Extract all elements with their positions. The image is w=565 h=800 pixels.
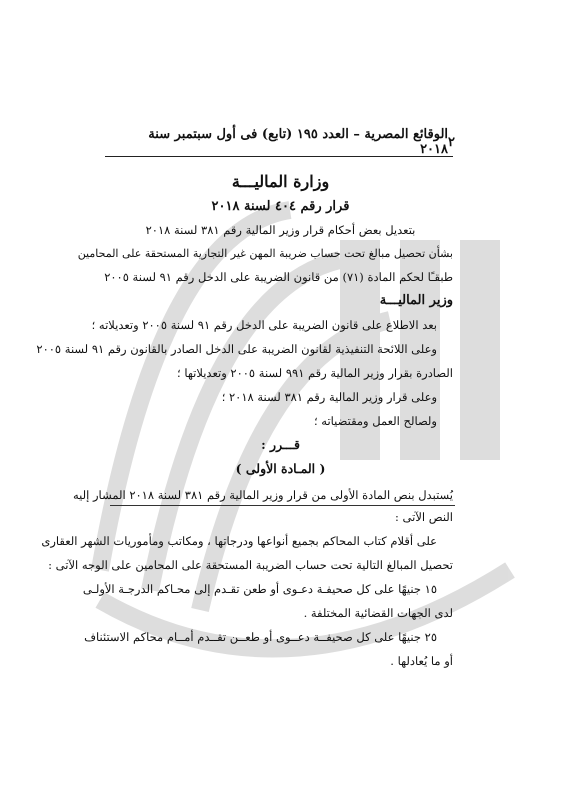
article-heading: ( المـادة الأولى ) <box>235 461 326 476</box>
subject-line: بشأن تحصيل مبالغ تحت حساب ضريبة المهن غير التجارية المستحقة على المحامين <box>77 247 453 260</box>
article-line: ١٥ جنيهًا على كل صحيفـة دعـوى أو طعن تقـدم إلى محـاكم الدرجـة الأولـى <box>82 582 437 596</box>
subject-line: بتعديل بعض أحكام قرار وزير المالية رقم ٣٨١ لسنة ٢٠١٨ <box>145 223 416 237</box>
article-line: تحصيل المبالغ التالية تحت حساب الضريبة المستحقة على المحامين على الوجه الآتى : <box>48 558 453 572</box>
article-line: يُستبدل بنص المادة الأولى من قرار وزير المالية رقم ٣٨١ لسنة ٢٠١٨ المشار إليه <box>73 488 453 502</box>
decision-title: قرار رقم ٤٠٤ لسنة ٢٠١٨ <box>211 199 350 214</box>
preamble-line: وعلى اللائحة التنفيذية لقانون الضريبة على الدخل الصادر بالقانون رقم ٩١ لسنة ٢٠٠٥ <box>36 342 437 356</box>
header-rule <box>105 156 453 157</box>
preamble-line: ولصالح العمل ومقتضياته ؛ <box>313 414 437 428</box>
gazette-title: الوقائع المصرية – العدد ١٩٥ (تابع) فى أول سبتمبر سنة ٢٠١٨ <box>148 127 449 157</box>
article-underline <box>110 505 455 506</box>
page-number: ٢ <box>448 134 455 150</box>
minister-heading: وزير الماليـــة <box>379 293 453 308</box>
article-line: أو ما يُعادلها . <box>390 654 453 668</box>
article-line: النص الآتى : <box>395 510 453 524</box>
article-line: لدى الجهات القضائية المختلفة . <box>303 606 453 620</box>
article-line: ٢٥ جنيهًا على كل صحيفــة دعــوى أو طعــن تقــدم أمــام محاكم الاستئناف <box>84 630 437 644</box>
preamble-line: وعلى قرار وزير المالية رقم ٣٨١ لسنة ٢٠١٨ ؛ <box>221 390 437 404</box>
article-line: على أقلام كتاب المحاكم بجميع أنواعها ودرجاتها ، ومكاتب ومأموريات الشهر العقارى <box>41 534 437 548</box>
preamble-line: الصادرة بقرار وزير المالية رقم ٩٩١ لسنة ٢٠٠٥ وتعديلاتها ؛ <box>177 366 453 380</box>
running-header <box>130 127 455 157</box>
preamble-line: بعد الاطلاع على قانون الضريبة على الدخل رقم ٩١ لسنة ٢٠٠٥ وتعديلاته ؛ <box>91 318 437 332</box>
subject-line: طبقـًا لحكم المادة (٧١) من قانون الضريبة على الدخل رقم ٩١ لسنة ٢٠٠٥ <box>104 270 453 284</box>
ministry-name: وزارة الماليـــة <box>231 172 330 191</box>
decided-heading: قـــرر : <box>261 437 300 452</box>
